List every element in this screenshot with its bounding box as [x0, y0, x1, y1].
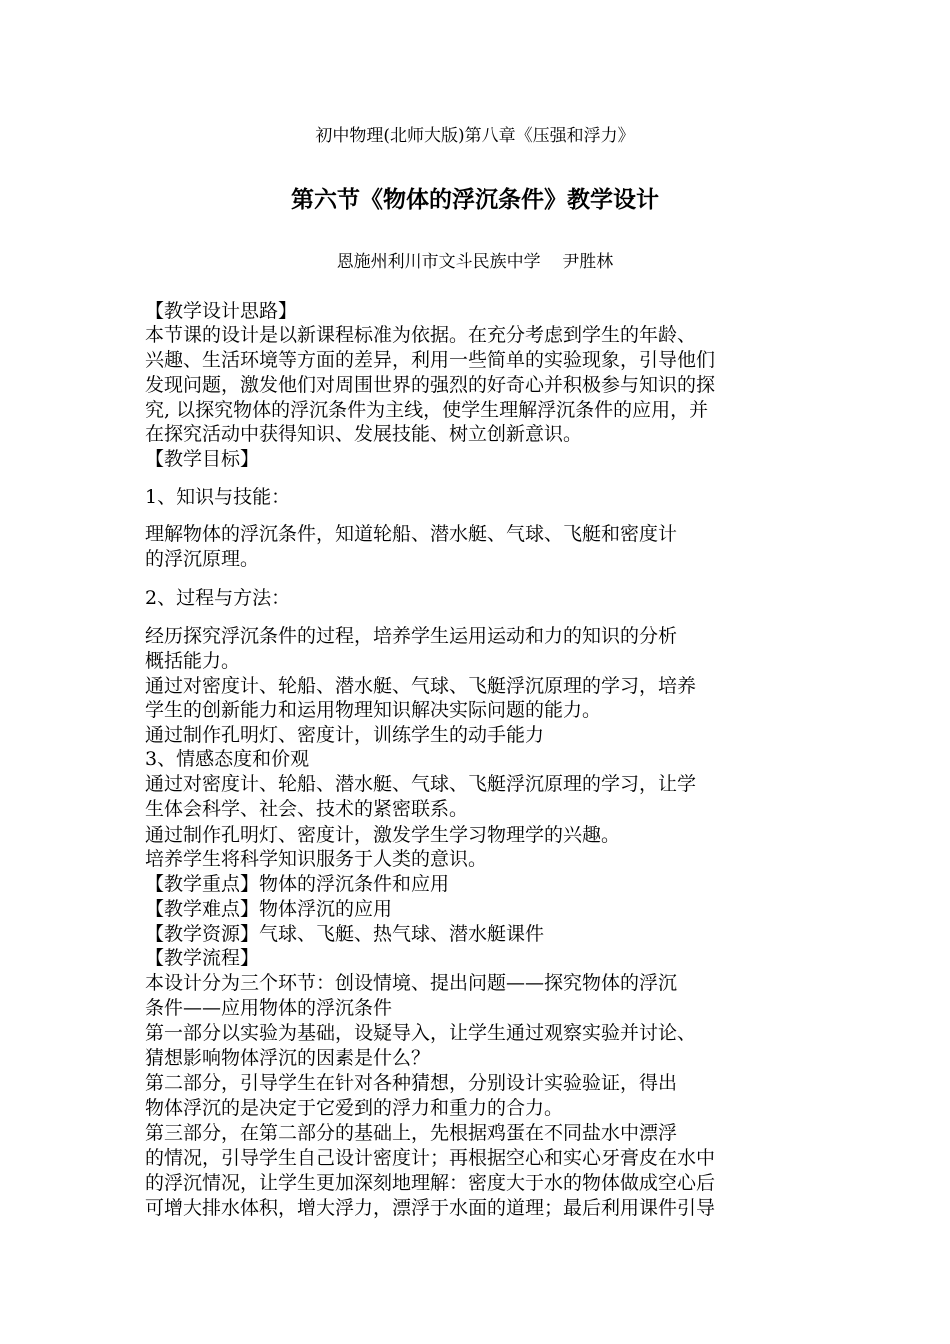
paragraph-line: 可增大排水体积，增大浮力，漂浮于水面的道理；最后利用课件引导 — [145, 1197, 716, 1219]
paragraph-line: 通过制作孔明灯、密度计，训练学生的动手能力 — [145, 724, 545, 746]
section-heading-key-points: 【教学重点】物体的浮沉条件和应用 — [145, 873, 450, 895]
paragraph-line: 在探究活动中获得知识、发展技能、树立创新意识。 — [145, 423, 583, 445]
paragraph-line: 的情况，引导学生自己设计密度计；再根据空心和实心牙膏皮在水中 — [145, 1147, 716, 1169]
paragraph-line: 物体浮沉的是决定于它爱到的浮力和重力的合力。 — [145, 1097, 564, 1119]
author-line: 恩施州利川市文斗民族中学 尹胜林 — [336, 252, 614, 272]
subheading-attitude-values: 3、情感态度和价观 — [145, 748, 310, 770]
paragraph-line: 通过制作孔明灯、密度计，激发学生学习物理学的兴趣。 — [145, 824, 621, 846]
paragraph-line: 第三部分，在第二部分的基础上，先根据鸡蛋在不同盐水中漂浮 — [145, 1122, 678, 1144]
paragraph-line: 发现问题，激发他们对周围世界的强烈的好奇心并积极参与知识的探 — [145, 374, 716, 396]
paragraph-line: 通过对密度计、轮船、潜水艇、气球、飞艇浮沉原理的学习，培养 — [145, 675, 697, 697]
paragraph-line: 究, 以探究物体的浮沉条件为主线，使学生理解浮沉条件的应用，并 — [145, 399, 709, 421]
section-heading-flow: 【教学流程】 — [145, 947, 260, 969]
section-heading-objectives: 【教学目标】 — [145, 448, 260, 470]
paragraph-line: 学生的创新能力和运用物理知识解决实际问题的能力。 — [145, 699, 602, 721]
paragraph-line: 生体会科学、社会、技术的紧密联系。 — [145, 798, 469, 820]
section-heading-design-idea: 【教学设计思路】 — [145, 300, 298, 322]
paragraph-line: 第二部分，引导学生在针对各种猜想，分别设计实验验证，得出 — [145, 1072, 678, 1094]
paragraph-line: 培养学生将科学知识服务于人类的意识。 — [145, 848, 488, 870]
paragraph-line: 猜想影响物体浮沉的因素是什么？ — [145, 1047, 431, 1069]
paragraph-line: 理解物体的浮沉条件，知道轮船、潜水艇、气球、飞艇和密度计 — [145, 523, 678, 545]
document-title: 第六节《物体的浮沉条件》教学设计 — [291, 187, 659, 213]
paragraph-line: 的浮沉原理。 — [145, 548, 260, 570]
section-heading-resources: 【教学资源】气球、飞艇、热气球、潜水艇课件 — [145, 923, 545, 945]
paragraph-line: 概括能力。 — [145, 650, 241, 672]
paragraph-line: 的浮沉情况，让学生更加深刻地理解：密度大于水的物体做成空心后 — [145, 1172, 716, 1194]
section-heading-difficulties: 【教学难点】物体浮沉的应用 — [145, 898, 393, 920]
paragraph-line: 本节课的设计是以新课程标准为依据。在充分考虑到学生的年龄、 — [145, 324, 697, 346]
paragraph-line: 通过对密度计、轮船、潜水艇、气球、飞艇浮沉原理的学习，让学 — [145, 773, 697, 795]
paragraph-line: 条件——应用物体的浮沉条件 — [145, 997, 393, 1019]
chapter-subtitle: 初中物理(北师大版)第八章《压强和浮力》 — [315, 126, 635, 146]
paragraph-line: 兴趣、生活环境等方面的差异，利用一些简单的实验现象，引导他们 — [145, 349, 716, 371]
paragraph-line: 第一部分以实验为基础，设疑导入，让学生通过观察实验并讨论、 — [145, 1022, 697, 1044]
subheading-knowledge-skills: 1、知识与技能： — [145, 486, 291, 508]
paragraph-line: 本设计分为三个环节：创设情境、提出问题——探究物体的浮沉 — [145, 972, 678, 994]
subheading-process-method: 2、过程与方法： — [145, 587, 291, 609]
paragraph-line: 经历探究浮沉条件的过程，培养学生运用运动和力的知识的分析 — [145, 625, 678, 647]
